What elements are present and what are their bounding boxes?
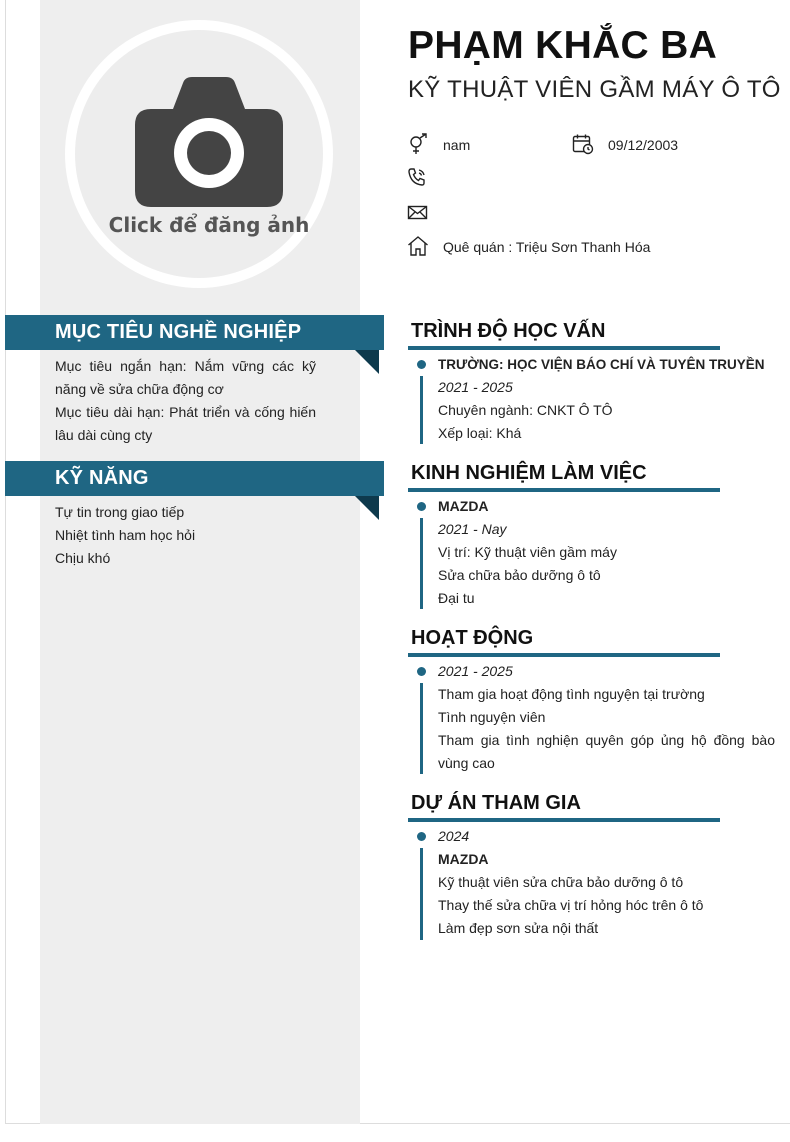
experience-company: MAZDA	[438, 498, 489, 514]
experience-title: KINH NGHIỆM LÀM VIỆC	[411, 462, 647, 484]
full-name: PHẠM KHẮC BA	[408, 24, 718, 67]
timeline-dot	[417, 502, 426, 511]
skills-title: KỸ NĂNG	[55, 467, 149, 489]
education-period: 2021 - 2025	[438, 379, 513, 395]
projects-rule	[408, 818, 720, 822]
skill-item: Chịu khó	[55, 550, 111, 566]
timeline-dot	[417, 667, 426, 676]
career-goal-line: Mục tiêu ngắn hạn: Nắm vững các kỹ năng về sửa chữa động cơ	[55, 358, 316, 397]
photo-placeholder[interactable]	[75, 30, 323, 278]
education-rule	[408, 346, 720, 350]
timeline-line	[420, 518, 423, 609]
career-goal-header	[5, 315, 384, 350]
experience-line: Vị trí: Kỹ thuật viên gầm máy	[438, 544, 617, 560]
camera-icon	[135, 77, 283, 207]
projects-title: DỰ ÁN THAM GIA	[411, 792, 581, 814]
career-goal-line: Mục tiêu dài hạn: Phát triển và cống hiến lâu dài cùng cty	[55, 404, 316, 443]
phone-icon	[407, 167, 429, 189]
birthday-value: 09/12/2003	[608, 137, 679, 153]
home-icon	[407, 235, 429, 257]
experience-line: Sửa chữa bảo dưỡng ô tô	[438, 567, 601, 583]
skills-fold	[355, 496, 379, 520]
activities-title: HOẠT ĐỘNG	[411, 627, 534, 649]
activity-line: Tham gia hoạt động tình nguyện tại trường	[438, 686, 705, 702]
career-goal-title: MỤC TIÊU NGHỀ NGHIỆP	[55, 321, 302, 343]
photo-upload-label: Click để đăng ảnh	[108, 213, 310, 237]
experience-line: Đại tu	[438, 590, 475, 606]
projects-year: 2024	[438, 828, 470, 844]
gender-icon	[407, 133, 429, 155]
timeline-dot	[417, 360, 426, 369]
career-goal-fold	[355, 350, 379, 374]
project-line: Kỹ thuật viên sửa chữa bảo dưỡng ô tô	[438, 874, 684, 890]
project-line: Làm đẹp sơn sửa nội thất	[438, 920, 599, 936]
skills-header	[5, 461, 384, 496]
timeline-line	[420, 848, 423, 940]
skill-item: Nhiệt tình ham học hỏi	[55, 527, 196, 543]
education-school: TRƯỜNG: HỌC VIỆN BÁO CHÍ VÀ TUYÊN TRUYỀN	[438, 357, 765, 372]
timeline-line	[420, 376, 423, 444]
calendar-icon	[572, 133, 594, 155]
activity-line: Tham gia tình nghiện quyên góp ủng hộ đồng bào vùng cao	[438, 732, 775, 771]
skill-item: Tự tin trong giao tiếp	[55, 504, 185, 520]
hometown-value: Quê quán : Triệu Sơn Thanh Hóa	[443, 239, 651, 255]
email-icon	[407, 202, 429, 224]
photo-upload[interactable]	[65, 20, 333, 288]
gender-value: nam	[443, 137, 471, 153]
project-line: Thay thế sửa chữa vị trí hỏng hóc trên ô tô	[438, 897, 704, 913]
timeline-dot	[417, 832, 426, 841]
experience-period: 2021 - Nay	[438, 521, 507, 537]
job-title: KỸ THUẬT VIÊN GẦM MÁY Ô TÔ	[408, 76, 781, 103]
activity-line: Tình nguyện viên	[438, 709, 546, 725]
education-rank: Xếp loại: Khá	[438, 425, 522, 441]
education-major: Chuyên ngành: CNKT Ô TÔ	[438, 402, 613, 418]
activities-period: 2021 - 2025	[438, 663, 513, 679]
experience-rule	[408, 488, 720, 492]
activities-rule	[408, 653, 720, 657]
timeline-line	[420, 683, 423, 774]
education-title: TRÌNH ĐỘ HỌC VẤN	[411, 320, 606, 342]
projects-company: MAZDA	[438, 851, 489, 867]
